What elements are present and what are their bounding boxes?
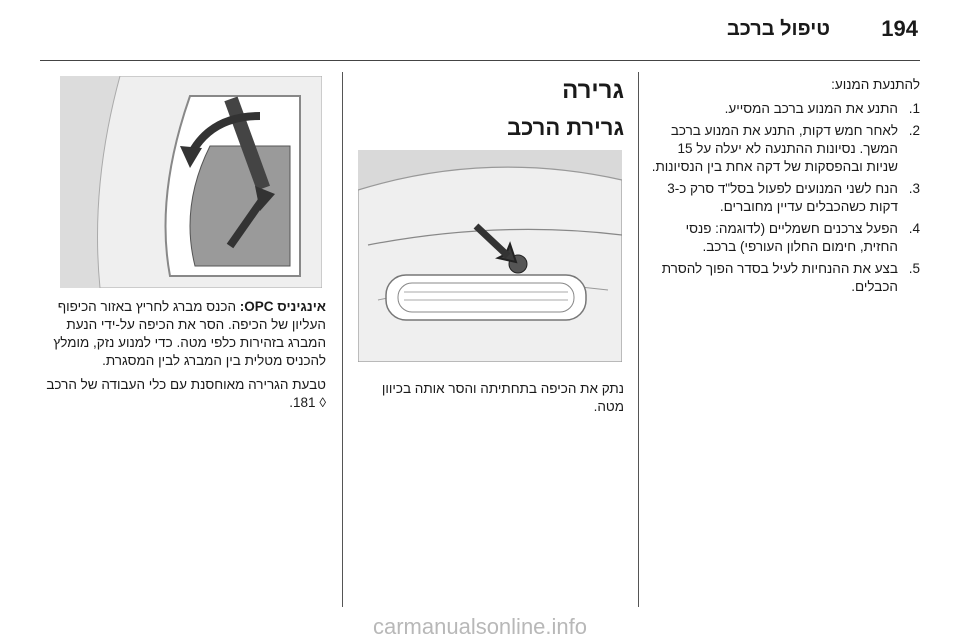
cover-removal-illustration [60, 76, 322, 288]
bumper-illustration [358, 150, 622, 362]
page-number: 194 [881, 16, 918, 41]
watermark: carmanualsonline.info [372, 614, 588, 639]
list-item: 5. בצע את ההנחיות לעיל בסדר הפוך להסרת הכבלים. [661, 261, 920, 294]
instruction-paragraph: אינגיניס OPC: הכנס מברג לחריץ באזור הכיפוף העליון של הכיפה. הסר את הכיפה על-ידי הנעת המברג בזהירות כלפי מטה. כדי למנוע נזק, מומלץ להכניס מטלית בין המברג לבין המסגרת. [53, 299, 326, 368]
middle-caption [356, 380, 624, 422]
model-label: אינגיניס OPC: [239, 299, 326, 314]
page-header [0, 0, 960, 62]
towing-subheading: גרירת הרכב [507, 115, 624, 140]
middle-column [356, 76, 624, 142]
list-item: 2. לאחר חמש דקות, התנע את המנוע ברכב המשך. נסיונות ההתנעה לא יעלה על 15 שניות ובהפסקות של דקה אחת בין הנסיונות. [651, 123, 920, 174]
section-title: טיפול ברכב [726, 18, 830, 40]
header-divider [40, 60, 920, 61]
list-item: 1. התנע את המנוע ברכב המסייע. [724, 101, 920, 116]
list-item: 3. הנח לשני המנועים לפעול בסל"ד סרק כ-3 דקות כשהכבלים עדיין מחוברים. [667, 181, 920, 214]
list-item: 4. הפעל צרכנים חשמליים (לדוגמה: פנסי החזית, חימום החלון העורפי) ברכב. [685, 221, 920, 254]
right-column [648, 76, 920, 300]
left-column [40, 298, 326, 418]
page-reference-icon: ◊ [319, 395, 326, 410]
towing-heading: גרירה [562, 77, 624, 104]
column-divider-left [342, 72, 343, 607]
bumper-drawing [358, 150, 622, 362]
steps-list [648, 100, 920, 296]
tow-ring-paragraph: טבעת הגרירה מאוחסנת עם כלי העבודה של הרכב ◊ 181. [46, 377, 326, 410]
reference-page: 181. [289, 395, 316, 410]
cover-drawing [60, 76, 322, 288]
steps-intro: להתנעת המנוע: [831, 77, 920, 92]
column-divider-right [638, 72, 639, 607]
caption-text: נתק את הכיפה בתחתיתה והסר אותה בכיוון מטה. [381, 381, 624, 414]
